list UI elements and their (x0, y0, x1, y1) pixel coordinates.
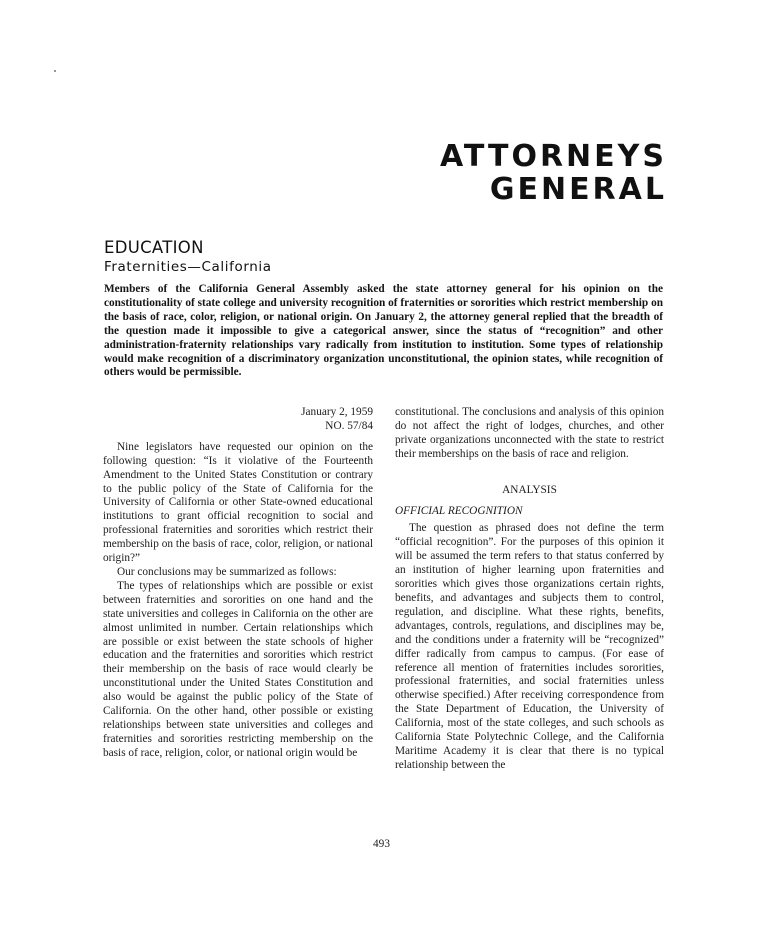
left-column (103, 406, 373, 761)
body-paragraph: Nine legislators have requested our opinion on the following question: “Is it violative of the Fourteenth Amendment to the United States Constitution or contrary to the public policy of the State of California for the University of California or other State-owned educational institutions to grant official recognition to social and professional fraternities and sororities which restrict their membership on the basis of race, color, religion, or national origin?” (103, 440, 373, 565)
opinion-date: January 2, 1959 (301, 406, 373, 418)
dateline (103, 406, 373, 434)
body-paragraph: constitutional. The conclusions and analysis of this opinion do not affect the right of lodges, churches, and other private organizations unconnected with the state to restrict their memberships on the basis of race and religion. (395, 406, 664, 460)
title-line-2: GENERAL (489, 172, 667, 207)
analysis-heading: ANALYSIS (502, 483, 557, 496)
page-number: 493 (373, 838, 390, 850)
section-header (104, 238, 272, 276)
body-paragraph: The question as phrased does not define the term “official recognition”. For the purposes of this opinion it will be assumed the term refers to that status conferred by an institution of higher learning upon fraternities and sororities which gives those organizations certain rights, benefits, and advantages and subjects them to control, regulation, and discipline. What these rights, benefits, advantages, controls, regulations, and disciplines may be, and the conditions under a fraternity will be “recognized” differ radically from campus to campus. (For ease of reference all mention of fraternities includes sororities, professional fraternities, and social fraternities unless otherwise specified.) After receiving correspondence from the State Department of Education, the University of California, most of the state colleges, and such schools as California State Polytechnic College, and the California Maritime Academy it is clear that there is no typical relationship between the (395, 522, 664, 771)
title-line-1: ATTORNEYS (439, 139, 667, 174)
scan-speck (54, 70, 56, 72)
body-paragraph: The types of relationships which are possible or exist between fraternities and sororities on one hand and the state universities and colleges in California on the other are almost unlimited in number. Certain relationships which are possible or exist between the state schools of higher education and the fraternities and sororities which restrict their membership on the basis of race would clearly be unconstitutional under the United States Constitution and also would be against the public policy of the State of California. On the other hand, other possible or existing relationships between state universities and colleges and fraternities and sororities restricting membership on the basis of race, religion, color, or national origin would be (103, 579, 373, 759)
summary-paragraph: Members of the California General Assembly asked the state attorney general for his opinion on the constitutionality of state college and university recognition of fraternities or sororities which restrict membership on the basis of race, color, religion, or national origin. On January 2, the attorney general replied that the breadth of the question made it impossible to give a categorical answer, since the status of “recognition” and other administration-fraternity relationships vary radically from institution to institution. Some types of relationship would make recognition of a discriminatory organization unconstitutional, the opinion states, while recognition of others would be permissible. (104, 283, 663, 379)
right-column (395, 406, 664, 773)
opinion-number: NO. 57/84 (325, 419, 373, 432)
section-heading: EDUCATION (104, 238, 204, 257)
section-subheading: Fraternities—California (104, 259, 272, 275)
subsection-heading: OFFICIAL RECOGNITION (395, 504, 523, 517)
body-paragraph: Our conclusions may be summarized as follows: (117, 565, 337, 578)
page-title (440, 140, 667, 206)
